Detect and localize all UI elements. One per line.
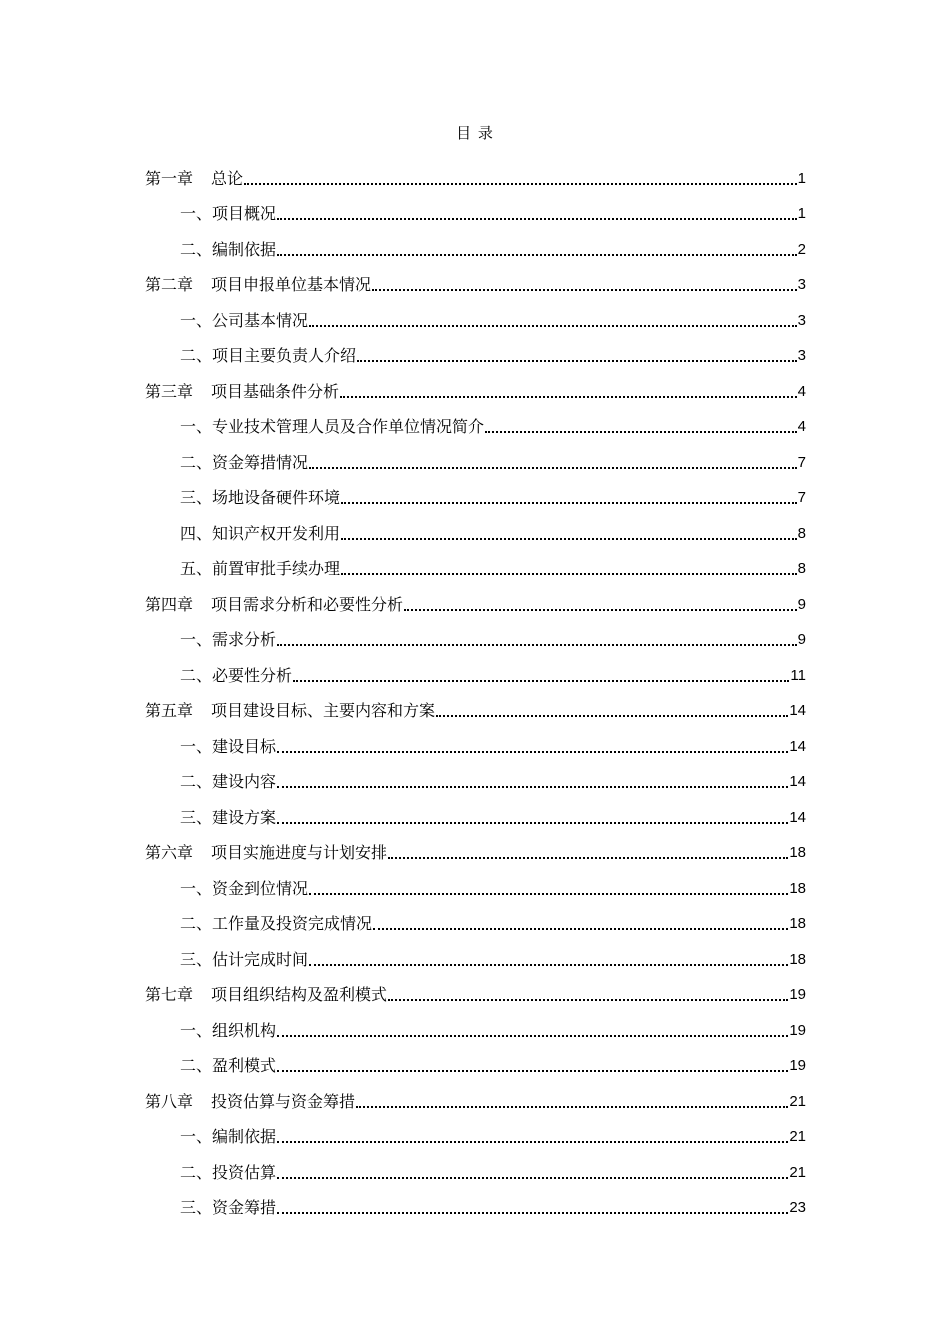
toc-dot-leader (341, 538, 797, 540)
toc-section-entry[interactable] (145, 1041, 806, 1077)
toc-entry-text: 投资估算与资金筹措 (211, 1091, 356, 1111)
toc-page-number: 3 (797, 347, 806, 364)
toc-entry-label (180, 879, 308, 899)
toc-list (145, 153, 806, 1218)
toc-chapter-entry[interactable] (145, 260, 806, 296)
toc-dot-leader (341, 573, 797, 575)
toc-page-number: 11 (790, 666, 806, 684)
toc-section-entry[interactable] (145, 757, 806, 793)
toc-page-number: 7 (797, 489, 806, 506)
toc-entry-label (180, 311, 308, 331)
toc-page-number: 18 (789, 879, 806, 897)
toc-entry-text: 项目申报单位基本情况 (211, 275, 372, 294)
toc-chapter-number: 第五章 (145, 701, 194, 720)
toc-page-number: 1 (797, 169, 806, 187)
toc-entry-text: 二、必要性分析 (180, 665, 293, 685)
toc-entry-label (145, 701, 435, 721)
toc-entry-text: 二、编制依据 (180, 239, 277, 259)
toc-entry-text: 一、需求分析 (180, 630, 277, 649)
toc-page-number: 9 (797, 595, 806, 613)
toc-dot-leader (388, 999, 788, 1001)
toc-chapter-entry[interactable] (145, 366, 806, 402)
toc-section-entry[interactable] (145, 189, 806, 225)
toc-dot-leader (277, 822, 788, 824)
toc-section-entry[interactable] (145, 224, 806, 260)
toc-dot-leader (277, 1035, 788, 1037)
toc-entry-label (180, 559, 340, 579)
toc-entry-text: 一、资金到位情况 (180, 878, 309, 898)
toc-dot-leader (293, 680, 789, 682)
toc-entry-text: 项目实施进度与计划安排 (211, 843, 388, 862)
toc-entry-text: 三、建设方案 (180, 807, 277, 827)
toc-entry-text: 一、编制依据 (180, 1127, 277, 1146)
toc-entry-text: 三、场地设备硬件环境 (180, 488, 341, 507)
toc-dot-leader (309, 325, 797, 327)
toc-chapter-entry[interactable] (145, 579, 806, 615)
toc-chapter-number: 第四章 (145, 594, 194, 614)
toc-entry-label (180, 914, 372, 934)
toc-chapter-number: 第一章 (145, 168, 194, 188)
toc-dot-leader (277, 1212, 788, 1214)
toc-section-entry[interactable] (145, 402, 806, 438)
toc-entry-label (180, 204, 276, 224)
toc-entry-label (145, 843, 387, 863)
toc-dot-leader (309, 893, 788, 895)
toc-dot-leader (341, 502, 797, 504)
toc-section-entry[interactable] (145, 437, 806, 473)
toc-entry-text: 一、专业技术管理人员及合作单位情况简介 (180, 417, 485, 436)
toc-page-number: 21 (789, 1092, 806, 1110)
toc-section-entry[interactable] (145, 721, 806, 757)
toc-entry-text: 二、投资估算 (180, 1162, 277, 1182)
toc-page-number: 21 (789, 1163, 806, 1181)
toc-entry-label (145, 382, 339, 402)
toc-page-number: 18 (789, 844, 806, 861)
toc-chapter-entry[interactable] (145, 828, 806, 864)
toc-chapter-number: 第七章 (145, 985, 194, 1004)
toc-entry-text: 三、资金筹措 (180, 1198, 277, 1217)
toc-section-entry[interactable] (145, 650, 806, 686)
toc-entry-text: 二、资金筹措情况 (180, 452, 309, 472)
toc-dot-leader (277, 644, 797, 646)
toc-dot-leader (309, 964, 788, 966)
toc-entry-text: 三、估计完成时间 (180, 949, 309, 969)
toc-dot-leader (485, 431, 797, 433)
toc-section-entry[interactable] (145, 1112, 806, 1148)
toc-dot-leader (277, 751, 788, 753)
toc-page-number: 19 (789, 1021, 806, 1039)
toc-page-number: 7 (797, 453, 806, 471)
toc-dot-leader (388, 857, 788, 859)
toc-chapter-entry[interactable] (145, 970, 806, 1006)
toc-entry-label (180, 1056, 276, 1076)
toc-chapter-number: 第六章 (145, 843, 194, 862)
toc-page-number: 23 (789, 1199, 806, 1216)
toc-entry-text: 一、公司基本情况 (180, 310, 309, 330)
toc-page-number: 18 (789, 950, 806, 968)
toc-entry-label (180, 240, 276, 260)
toc-page-number: 8 (797, 560, 806, 577)
toc-entry-label (180, 737, 276, 757)
toc-entry-text: 项目基础条件分析 (211, 381, 340, 401)
toc-entry-label (145, 595, 403, 615)
toc-page-number: 14 (789, 702, 806, 719)
toc-entry-label (180, 1021, 276, 1041)
toc-entry-label (180, 950, 308, 970)
toc-section-entry[interactable] (145, 1183, 806, 1219)
toc-entry-label (145, 1092, 355, 1112)
toc-entry-text: 二、盈利模式 (180, 1056, 277, 1075)
toc-entry-text: 二、建设内容 (180, 772, 277, 791)
toc-chapter-entry[interactable] (145, 153, 806, 189)
toc-dot-leader (277, 1141, 788, 1143)
toc-entry-label (145, 169, 243, 189)
toc-entry-label (180, 772, 276, 792)
toc-dot-leader (372, 289, 797, 291)
toc-dot-leader (404, 609, 797, 611)
toc-entry-label (180, 524, 340, 544)
toc-page-number: 18 (789, 915, 806, 932)
toc-entry-label (180, 346, 356, 366)
toc-page-number: 3 (797, 276, 806, 293)
toc-entry-text: 项目组织结构及盈利模式 (211, 985, 388, 1004)
toc-entry-text: 总论 (211, 168, 244, 188)
toc-page-number: 19 (789, 986, 806, 1003)
toc-dot-leader (277, 786, 788, 788)
toc-dot-leader (309, 467, 797, 469)
toc-section-entry[interactable] (145, 615, 806, 651)
toc-dot-leader (436, 715, 788, 717)
toc-section-entry[interactable] (145, 863, 806, 899)
toc-section-entry[interactable] (145, 1005, 806, 1041)
toc-entry-label (180, 666, 292, 686)
toc-dot-leader (373, 928, 788, 930)
toc-entry-label (180, 808, 276, 828)
toc-section-entry[interactable] (145, 544, 806, 580)
toc-page-number: 4 (797, 418, 806, 435)
toc-page-number: 9 (797, 631, 806, 648)
toc-title: 目 录 (456, 124, 494, 142)
toc-dot-leader (357, 360, 797, 362)
toc-entry-text: 一、项目概况 (180, 204, 277, 223)
toc-section-entry[interactable] (145, 473, 806, 509)
toc-entry-label (180, 630, 276, 650)
toc-entry-text: 项目建设目标、主要内容和方案 (211, 701, 436, 720)
toc-entry-text: 一、组织机构 (180, 1020, 277, 1040)
toc-entry-text: 项目需求分析和必要性分析 (211, 594, 404, 614)
toc-dot-leader (340, 396, 797, 398)
toc-page-number: 1 (797, 205, 806, 222)
toc-dot-leader (356, 1106, 788, 1108)
toc-dot-leader (277, 254, 797, 256)
toc-page-number: 8 (797, 524, 806, 542)
toc-section-entry[interactable] (145, 792, 806, 828)
toc-entry-label (180, 1198, 276, 1218)
toc-dot-leader (244, 183, 797, 185)
toc-page-number: 2 (797, 240, 806, 258)
toc-page-number: 4 (797, 382, 806, 400)
toc-entry-label (145, 985, 387, 1005)
toc-section-entry[interactable] (145, 1147, 806, 1183)
toc-dot-leader (277, 1070, 788, 1072)
toc-dot-leader (277, 218, 797, 220)
toc-section-entry[interactable] (145, 295, 806, 331)
toc-chapter-number: 第八章 (145, 1091, 194, 1111)
toc-chapter-number: 第二章 (145, 275, 194, 294)
toc-entry-label (180, 1163, 276, 1183)
toc-entry-label (180, 1127, 276, 1147)
toc-dot-leader (277, 1177, 788, 1179)
toc-entry-text: 二、项目主要负责人介绍 (180, 346, 357, 365)
toc-page-number: 21 (789, 1128, 806, 1145)
toc-page-number: 14 (789, 773, 806, 790)
toc-entry-text: 一、建设目标 (180, 736, 277, 756)
toc-section-entry[interactable] (145, 934, 806, 970)
toc-section-entry[interactable] (145, 899, 806, 935)
toc-page-number: 14 (789, 808, 806, 826)
toc-page-number: 19 (789, 1057, 806, 1074)
toc-section-entry[interactable] (145, 508, 806, 544)
toc-chapter-entry[interactable] (145, 1076, 806, 1112)
toc-entry-label (180, 488, 340, 508)
toc-entry-text: 四、知识产权开发利用 (180, 523, 341, 543)
toc-section-entry[interactable] (145, 331, 806, 367)
toc-entry-label (180, 417, 484, 437)
toc-entry-text: 五、前置审批手续办理 (180, 559, 341, 578)
toc-page-number: 3 (797, 311, 806, 329)
toc-page-number: 14 (789, 737, 806, 755)
toc-chapter-number: 第三章 (145, 381, 194, 401)
toc-entry-label (145, 275, 371, 295)
toc-entry-label (180, 453, 308, 473)
toc-entry-text: 二、工作量及投资完成情况 (180, 914, 373, 933)
toc-chapter-entry[interactable] (145, 686, 806, 722)
